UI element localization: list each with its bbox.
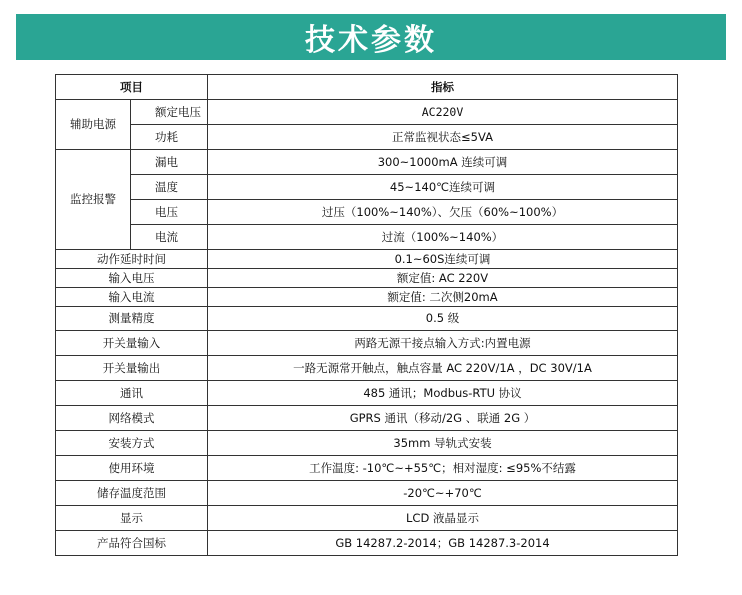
row-value: 正常监视状态≤5VA <box>208 125 678 150</box>
row-name: 显示 <box>56 506 208 531</box>
table-row <box>56 506 678 531</box>
table-row <box>56 250 678 269</box>
row-value: 过压（100%~140%）、欠压（60%~100%） <box>208 200 678 225</box>
table-row <box>56 150 678 175</box>
row-value: 0.5 级 <box>208 307 678 331</box>
row-value: 35mm 导轨式安装 <box>208 431 678 456</box>
row-name: 额定电压 <box>131 100 208 125</box>
table-row <box>56 269 678 288</box>
row-name: 安装方式 <box>56 431 208 456</box>
row-value: 额定值: AC 220V <box>208 269 678 288</box>
row-value: -20℃~+70℃ <box>208 481 678 506</box>
table-row <box>56 125 678 150</box>
table-row <box>56 175 678 200</box>
row-value: 过流（100%~140%） <box>208 225 678 250</box>
group-alarm: 监控报警 <box>56 150 131 250</box>
table-row <box>56 431 678 456</box>
row-value: 两路无源干接点输入方式:内置电源 <box>208 331 678 356</box>
table-row <box>56 481 678 506</box>
table-row <box>56 381 678 406</box>
table-row <box>56 200 678 225</box>
row-value: 工作温度: -10℃~+55℃；相对湿度: ≤95%不结露 <box>208 456 678 481</box>
row-value: GPRS 通讯（移动/2G 、联通 2G ） <box>208 406 678 431</box>
row-value: LCD 液晶显示 <box>208 506 678 531</box>
row-name: 功耗 <box>131 125 208 150</box>
table-row <box>56 356 678 381</box>
row-name: 产品符合国标 <box>56 531 208 556</box>
row-name: 输入电压 <box>56 269 208 288</box>
row-name: 开关量输入 <box>56 331 208 356</box>
row-value: 一路无源常开触点，触点容量 AC 220V/1A ，DC 30V/1A <box>208 356 678 381</box>
row-value: 485 通讯；Modbus-RTU 协议 <box>208 381 678 406</box>
row-name: 漏电 <box>131 150 208 175</box>
row-name: 网络模式 <box>56 406 208 431</box>
spec-table <box>55 74 678 556</box>
row-name: 使用环境 <box>56 456 208 481</box>
row-name: 输入电流 <box>56 288 208 307</box>
row-name: 动作延时时间 <box>56 250 208 269</box>
page-title: 技术参数 <box>305 23 437 58</box>
row-name: 通讯 <box>56 381 208 406</box>
title-banner <box>16 14 726 60</box>
table-header-row <box>56 75 678 100</box>
row-name: 电流 <box>131 225 208 250</box>
row-value: GB 14287.2-2014；GB 14287.3-2014 <box>208 531 678 556</box>
row-name: 开关量输出 <box>56 356 208 381</box>
row-name: 储存温度范围 <box>56 481 208 506</box>
table-row <box>56 225 678 250</box>
row-value: 45~140℃连续可调 <box>208 175 678 200</box>
row-value: AC220V <box>208 100 678 125</box>
table-row <box>56 331 678 356</box>
table-row <box>56 100 678 125</box>
row-name: 温度 <box>131 175 208 200</box>
group-aux-power: 辅助电源 <box>56 100 131 150</box>
table-row <box>56 456 678 481</box>
header-spec: 指标 <box>208 75 678 100</box>
row-value: 0.1~60S连续可调 <box>208 250 678 269</box>
row-value: 额定值: 二次侧20mA <box>208 288 678 307</box>
row-name: 电压 <box>131 200 208 225</box>
table-row <box>56 531 678 556</box>
table-row <box>56 288 678 307</box>
row-name: 测量精度 <box>56 307 208 331</box>
table-row <box>56 307 678 331</box>
table-row <box>56 406 678 431</box>
row-value: 300~1000mA 连续可调 <box>208 150 678 175</box>
header-item: 项目 <box>56 75 208 100</box>
